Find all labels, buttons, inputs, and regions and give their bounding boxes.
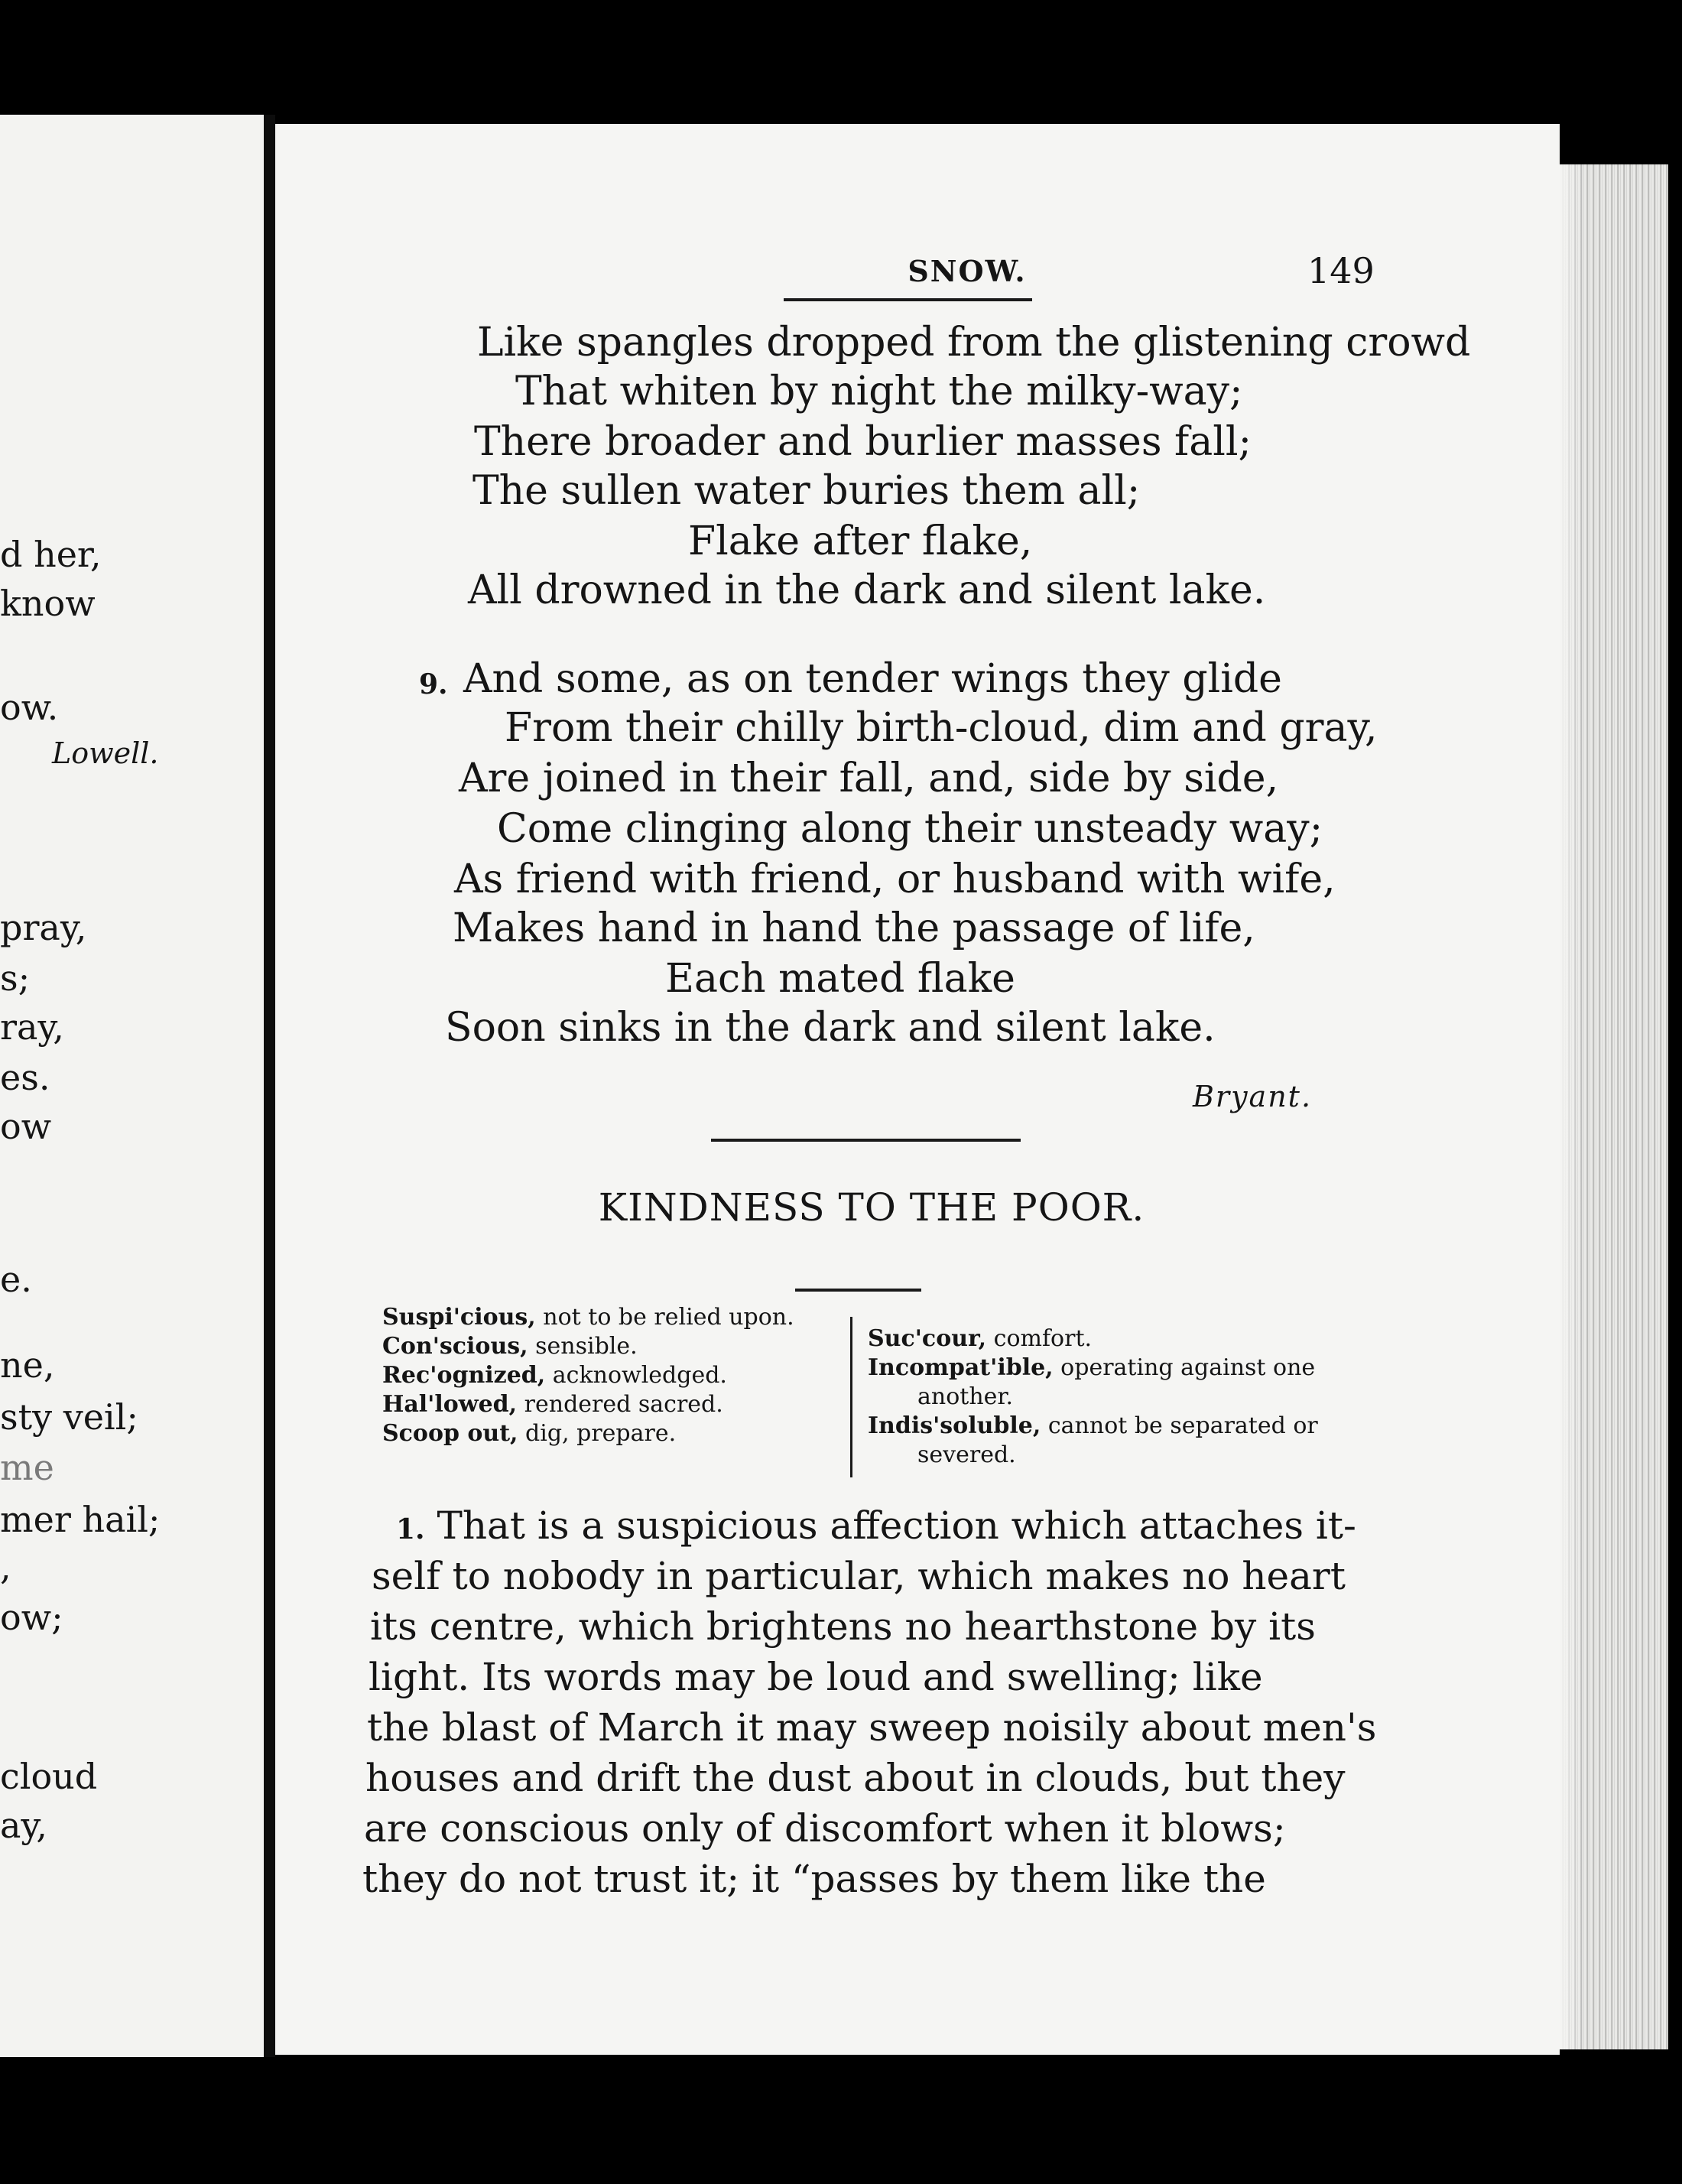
vocab-definition: not to be relied upon.: [543, 1304, 794, 1331]
poem-line: All drowned in the dark and silent lake.: [468, 567, 1266, 613]
paragraph-line: the blast of March it may sweep noisily about men's: [367, 1705, 1377, 1750]
vocab-term: Suspi'cious,: [382, 1304, 536, 1331]
paragraph-line: self to nobody in particular, which makes no heart: [372, 1554, 1346, 1598]
left-page-fragment: d her,: [0, 534, 102, 575]
left-page-fragment: sty veil;: [0, 1396, 138, 1438]
vocab-definition: operating against one: [1060, 1354, 1316, 1381]
left-page-fragment: ray,: [0, 1006, 64, 1048]
vocab-entry-continued: [917, 1383, 1013, 1410]
poem-line: Like spangles dropped from the glistening crowd: [477, 320, 1471, 366]
left-page-fragment: s;: [0, 957, 31, 999]
vocab-definition: acknowledged.: [552, 1362, 727, 1389]
paragraph-number: 1.: [396, 1513, 425, 1545]
poem-line: Come clinging along their unsteady way;: [497, 806, 1323, 852]
vocab-definition: comfort.: [993, 1325, 1093, 1352]
left-page-fragment: pray,: [0, 907, 87, 948]
paragraph-line: light. Its words may be loud and swelling; like: [369, 1655, 1263, 1699]
vocab-term: Hal'lowed,: [382, 1391, 518, 1418]
paragraph-line: houses and drift the dust about in clouds, but they: [365, 1756, 1346, 1800]
book-gutter: [264, 115, 275, 2057]
vocab-definition: rendered sacred.: [524, 1391, 723, 1418]
page-number: 149: [1307, 250, 1375, 291]
poem-line: Each mated flake: [665, 956, 1015, 1002]
paragraph-line: are conscious only of discomfort when it blows;: [364, 1806, 1286, 1851]
left-page-attribution: Lowell.: [52, 736, 159, 770]
vocab-term: Rec'ognized,: [382, 1362, 546, 1389]
vocab-entry: [382, 1422, 676, 1445]
running-head-rule: [784, 298, 1032, 301]
vocab-definition: sensible.: [535, 1333, 638, 1360]
poem-author: Bryant.: [1193, 1080, 1313, 1113]
left-page-fragment: ow;: [0, 1597, 63, 1638]
vocab-definition: dig, prepare.: [525, 1420, 677, 1447]
vocab-entry: [382, 1364, 727, 1387]
vocab-term: Indis'soluble,: [868, 1412, 1041, 1439]
poem-line: The sullen water buries them all;: [472, 468, 1141, 514]
poem-line: Are joined in their fall, and, side by side,: [459, 756, 1279, 801]
poem-line: From their chilly birth-cloud, dim and gray,: [505, 705, 1378, 751]
vocab-term: Suc'cour,: [868, 1325, 987, 1352]
left-page-fragment: cloud: [0, 1756, 98, 1797]
paragraph-text: That is a suspicious affection which attaches it-: [437, 1503, 1356, 1548]
paragraph-line: its centre, which brightens no hearthstone by its: [370, 1604, 1316, 1649]
poem-line: That whiten by night the milky-way;: [515, 369, 1243, 414]
paragraph-line: [396, 1503, 1356, 1548]
scan-border-top: [0, 0, 1682, 115]
vocab-definition: another.: [917, 1383, 1013, 1410]
vocab-entry: [382, 1335, 638, 1358]
right-page: [275, 124, 1560, 2055]
vocab-entry-continued: [917, 1441, 1016, 1468]
vocab-entry: [868, 1412, 1318, 1439]
left-page-fragment: ow.: [0, 687, 59, 728]
poem-line: And some, as on tender wings they glide: [463, 656, 1282, 702]
vocab-entry: [382, 1306, 794, 1329]
stanza-number: 9.: [419, 668, 448, 700]
left-page-fragment: ow: [0, 1106, 52, 1147]
vocab-column-divider: [850, 1317, 852, 1477]
poem-line: As friend with friend, or husband with wife,: [454, 856, 1336, 902]
poem-line: Makes hand in hand the passage of life,: [453, 905, 1255, 951]
left-page-fragment: ne,: [0, 1344, 55, 1386]
section-divider-rule: [711, 1139, 1021, 1142]
vocab-definition: severed.: [917, 1441, 1016, 1468]
vocab-term: Scoop out,: [382, 1420, 518, 1447]
left-page-fragment: es.: [0, 1057, 50, 1098]
vocab-entry: [868, 1354, 1316, 1381]
vocab-term: Con'scious,: [382, 1333, 528, 1360]
left-page-fragment: ay,: [0, 1805, 47, 1846]
section-title: KINDNESS TO THE POOR.: [598, 1185, 1145, 1230]
left-facing-page: [0, 115, 264, 2057]
left-page-fragment: me: [0, 1447, 54, 1488]
vocab-entry: [868, 1325, 1093, 1352]
poem-line: There broader and burlier masses fall;: [474, 419, 1252, 465]
vocab-definition: cannot be separated or: [1047, 1412, 1318, 1439]
running-head: SNOW.: [908, 254, 1027, 288]
poem-line: Flake after flake,: [688, 518, 1033, 564]
left-page-fragment: ,: [0, 1546, 11, 1588]
title-rule: [795, 1289, 921, 1292]
poem-line: Soon sinks in the dark and silent lake.: [445, 1005, 1216, 1051]
page-edge-shading: [1560, 164, 1583, 2049]
left-page-fragment: know: [0, 583, 96, 624]
paragraph-line: they do not trust it; it “passes by them like the: [362, 1857, 1266, 1901]
vocab-term: Incompat'ible,: [868, 1354, 1054, 1381]
vocab-entry: [382, 1393, 723, 1416]
left-page-fragment: mer hail;: [0, 1499, 161, 1540]
left-page-fragment: e.: [0, 1259, 32, 1300]
